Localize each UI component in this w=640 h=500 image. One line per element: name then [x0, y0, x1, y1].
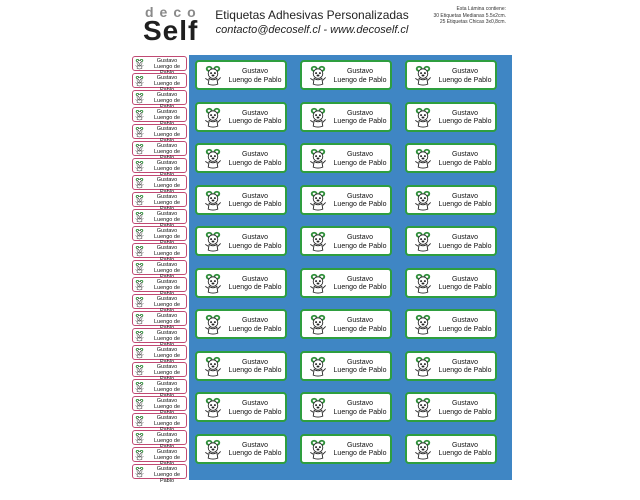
first-name: Gustavo — [156, 279, 178, 285]
medium-label — [300, 268, 392, 298]
medium-label — [300, 392, 392, 422]
small-label — [132, 56, 187, 71]
cartoon-dog-icon — [203, 230, 223, 253]
cartoon-dog-icon — [308, 230, 328, 253]
last-name: Luengo de Pablo — [228, 450, 282, 457]
cartoon-dog-icon — [134, 381, 145, 393]
last-name: Luengo de — [154, 285, 180, 291]
last-name: Luengo de — [154, 132, 180, 138]
last-name: Luengo de Pablo — [438, 159, 492, 167]
cartoon-dog-icon — [413, 438, 433, 461]
page-title: Etiquetas Adhesivas Personalizadas — [215, 8, 409, 22]
first-name: Gustavo — [156, 262, 178, 268]
medium-label — [195, 351, 287, 381]
last-name: Luengo de — [154, 81, 180, 87]
cartoon-dog-icon — [413, 189, 433, 212]
label-name — [330, 234, 390, 251]
first-name: Gustavo — [156, 245, 178, 251]
first-name: Gustavo — [346, 441, 374, 449]
small-label — [132, 124, 187, 139]
cartoon-dog-icon — [134, 58, 145, 70]
first-name: Gustavo — [241, 192, 269, 200]
first-name: Gustavo — [156, 381, 178, 387]
label-name — [225, 317, 285, 334]
label-name — [330, 151, 390, 168]
label-name — [435, 442, 495, 459]
label-name — [435, 110, 495, 127]
last-name: Luengo de Pablo — [438, 367, 492, 374]
last-name: Luengo de Pablo — [228, 159, 282, 167]
cartoon-dog-icon — [134, 347, 145, 359]
cartoon-dog-icon — [308, 355, 328, 378]
medium-label — [405, 268, 497, 298]
label-name — [225, 193, 285, 210]
label-name — [330, 442, 390, 459]
last-name: Luengo de Pablo — [438, 408, 492, 416]
cartoon-dog-icon — [413, 64, 433, 87]
medium-label — [405, 351, 497, 381]
last-name: Luengo de Pablo — [438, 242, 492, 250]
last-name: Luengo de — [154, 98, 180, 104]
last-name: Luengo de Pablo — [154, 472, 180, 484]
last-name: Luengo de Pablo — [333, 242, 387, 250]
sheet-info — [433, 6, 506, 26]
small-label — [132, 464, 187, 484]
first-name: Gustavo — [241, 441, 269, 449]
first-name: Gustavo — [156, 211, 178, 217]
medium-label — [405, 60, 497, 90]
cartoon-dog-icon — [134, 432, 145, 444]
first-name: Gustavo — [156, 92, 178, 98]
first-name: Gustavo — [156, 75, 178, 81]
last-name: Luengo de Pablo — [333, 159, 387, 167]
first-name: Gustavo — [156, 228, 178, 234]
first-name: Gustavo — [346, 358, 374, 366]
first-name: Gustavo — [241, 275, 269, 283]
small-label — [132, 277, 187, 292]
last-name: Luengo de — [154, 268, 180, 274]
last-name: Luengo de Pablo — [228, 201, 282, 208]
first-name: Gustavo — [346, 234, 374, 241]
label-name — [225, 400, 285, 417]
cartoon-dog-icon — [203, 189, 223, 212]
cartoon-dog-icon — [134, 398, 145, 410]
small-label — [132, 107, 187, 122]
first-name: Gustavo — [451, 317, 479, 324]
first-name: Gustavo — [346, 275, 374, 283]
cartoon-dog-icon — [413, 313, 433, 336]
first-name: Gustavo — [241, 109, 269, 117]
cartoon-dog-icon — [134, 296, 145, 308]
first-name: Gustavo — [346, 192, 374, 200]
label-name — [330, 276, 390, 293]
medium-label — [195, 143, 287, 173]
medium-label — [405, 392, 497, 422]
medium-label — [300, 226, 392, 256]
medium-label — [405, 102, 497, 132]
last-name: Luengo de — [154, 166, 180, 172]
cartoon-dog-icon — [134, 228, 145, 240]
medium-label — [195, 185, 287, 215]
label-name — [435, 68, 495, 85]
cartoon-dog-icon — [203, 313, 223, 336]
first-name: Gustavo — [451, 234, 479, 241]
last-name: Luengo de Pablo — [438, 325, 492, 333]
first-name: Gustavo — [156, 398, 178, 404]
first-name: Gustavo — [346, 317, 374, 324]
cartoon-dog-icon — [413, 355, 433, 378]
label-name — [435, 359, 495, 376]
first-name: Gustavo — [346, 68, 374, 75]
cartoon-dog-icon — [308, 313, 328, 336]
medium-label — [195, 226, 287, 256]
last-name: Luengo de — [154, 353, 180, 359]
label-name — [435, 400, 495, 417]
medium-label — [195, 434, 287, 464]
first-name: Gustavo — [451, 151, 479, 158]
last-name: Luengo de Pablo — [438, 201, 492, 208]
cartoon-dog-icon — [308, 106, 328, 129]
info-line-2: 30 Etiquetas Medianas 5.5x2cm. — [433, 12, 506, 19]
cartoon-dog-icon — [134, 245, 145, 257]
label-name — [225, 151, 285, 168]
first-name: Gustavo — [451, 441, 479, 449]
cartoon-dog-icon — [134, 330, 145, 342]
first-name: Gustavo — [241, 68, 269, 75]
label-name — [330, 400, 390, 417]
small-labels-column — [131, 55, 189, 484]
small-label — [132, 260, 187, 275]
last-name: Luengo de Pablo — [438, 118, 492, 125]
small-label — [132, 226, 187, 241]
label-name — [435, 317, 495, 334]
first-name: Gustavo — [451, 109, 479, 117]
cartoon-dog-icon — [308, 438, 328, 461]
cartoon-dog-icon — [203, 396, 223, 419]
label-name — [330, 193, 390, 210]
last-name: Luengo de Pablo — [333, 284, 387, 291]
logo-deco-text: deco — [145, 4, 202, 20]
last-name: Luengo de — [154, 149, 180, 155]
first-name: Gustavo — [156, 296, 178, 302]
small-label — [132, 158, 187, 173]
last-name: Luengo de — [154, 387, 180, 393]
small-label — [132, 73, 187, 88]
cartoon-dog-icon — [203, 272, 223, 295]
label-name — [225, 359, 285, 376]
last-name: Luengo de — [154, 217, 180, 223]
last-name: Luengo de — [154, 336, 180, 342]
cartoon-dog-icon — [413, 272, 433, 295]
small-label — [132, 90, 187, 105]
cartoon-dog-icon — [413, 230, 433, 253]
small-label — [132, 413, 187, 428]
first-name: Gustavo — [451, 275, 479, 283]
last-name: Luengo de Pablo — [438, 284, 492, 291]
small-label — [132, 243, 187, 258]
label-name — [435, 234, 495, 251]
cartoon-dog-icon — [203, 64, 223, 87]
last-name: Luengo de Pablo — [333, 201, 387, 208]
cartoon-dog-icon — [308, 189, 328, 212]
first-name: Gustavo — [451, 400, 479, 407]
label-name — [225, 234, 285, 251]
medium-label — [195, 309, 287, 339]
small-label — [132, 328, 187, 343]
first-name: Gustavo — [156, 126, 178, 132]
cartoon-dog-icon — [413, 106, 433, 129]
first-name: Gustavo — [241, 151, 269, 158]
small-label — [132, 345, 187, 360]
last-name: Luengo de Pablo — [333, 408, 387, 416]
last-name: Luengo de Pablo — [333, 325, 387, 333]
medium-label — [405, 434, 497, 464]
last-name: Luengo de Pablo — [333, 450, 387, 457]
last-name: Luengo de Pablo — [333, 76, 387, 84]
cartoon-dog-icon — [134, 262, 145, 274]
first-name: Gustavo — [241, 234, 269, 241]
cartoon-dog-icon — [308, 272, 328, 295]
last-name: Luengo de Pablo — [228, 367, 282, 374]
last-name: Luengo de — [154, 183, 180, 189]
small-label — [132, 396, 187, 411]
first-name: Gustavo — [241, 358, 269, 366]
cartoon-dog-icon — [134, 364, 145, 376]
last-name: Luengo de — [154, 115, 180, 121]
cartoon-dog-icon — [413, 147, 433, 170]
last-name: Luengo de — [154, 438, 180, 444]
last-name: Luengo de Pablo — [228, 76, 282, 84]
medium-label — [405, 185, 497, 215]
cartoon-dog-icon — [134, 177, 145, 189]
first-name: Gustavo — [156, 143, 178, 149]
last-name: Luengo de — [154, 404, 180, 410]
last-name: Luengo de Pablo — [228, 118, 282, 125]
cartoon-dog-icon — [134, 109, 145, 121]
small-label — [132, 294, 187, 309]
small-label — [132, 192, 187, 207]
medium-label — [300, 309, 392, 339]
label-name — [330, 359, 390, 376]
label-name — [225, 276, 285, 293]
cartoon-dog-icon — [203, 106, 223, 129]
last-name: Luengo de Pablo — [333, 367, 387, 374]
last-name: Luengo de — [154, 319, 180, 325]
cartoon-dog-icon — [134, 160, 145, 172]
first-name: Gustavo — [346, 151, 374, 158]
first-name: Gustavo — [156, 432, 178, 438]
label-name — [330, 110, 390, 127]
medium-label — [300, 102, 392, 132]
decoself-logo — [135, 4, 202, 46]
info-line-3: 25 Etiquetas Chicas 3x0,8cm. — [439, 19, 506, 25]
small-label — [132, 447, 187, 462]
cartoon-dog-icon — [203, 438, 223, 461]
last-name: Luengo de — [154, 421, 180, 427]
label-name — [147, 466, 187, 484]
first-name: Gustavo — [156, 449, 178, 455]
medium-label — [300, 143, 392, 173]
small-label — [132, 175, 187, 190]
first-name: Gustavo — [156, 109, 178, 115]
cartoon-dog-icon — [308, 396, 328, 419]
first-name: Gustavo — [156, 466, 178, 472]
small-label — [132, 430, 187, 445]
medium-label — [405, 226, 497, 256]
cartoon-dog-icon — [203, 355, 223, 378]
first-name: Gustavo — [451, 68, 479, 75]
cartoon-dog-icon — [203, 147, 223, 170]
cartoon-dog-icon — [134, 194, 145, 206]
first-name: Gustavo — [156, 313, 178, 319]
cartoon-dog-icon — [413, 396, 433, 419]
logo-self-text: Self — [143, 15, 199, 46]
info-line-1: Esta Lámina contiene: — [456, 6, 506, 12]
cartoon-dog-icon — [134, 279, 145, 291]
small-label — [132, 141, 187, 156]
cartoon-dog-icon — [308, 64, 328, 87]
last-name: Luengo de — [154, 251, 180, 257]
last-name: Luengo de Pablo — [228, 242, 282, 250]
medium-label — [405, 309, 497, 339]
cartoon-dog-icon — [134, 211, 145, 223]
first-name: Gustavo — [156, 194, 178, 200]
cartoon-dog-icon — [134, 313, 145, 325]
cartoon-dog-icon — [134, 126, 145, 138]
cartoon-dog-icon — [308, 147, 328, 170]
cartoon-dog-icon — [134, 415, 145, 427]
medium-label — [300, 185, 392, 215]
last-name: Luengo de — [154, 370, 180, 376]
cartoon-dog-icon — [134, 466, 145, 478]
label-name — [435, 151, 495, 168]
last-name: Luengo de Pablo — [228, 284, 282, 291]
last-name: Luengo de — [154, 200, 180, 206]
first-name: Gustavo — [156, 330, 178, 336]
label-name — [225, 442, 285, 459]
medium-label — [195, 268, 287, 298]
first-name: Gustavo — [156, 415, 178, 421]
first-name: Gustavo — [241, 400, 269, 407]
label-name — [225, 68, 285, 85]
first-name: Gustavo — [451, 358, 479, 366]
first-name: Gustavo — [156, 160, 178, 166]
first-name: Gustavo — [346, 400, 374, 407]
last-name: Luengo de Pablo — [228, 325, 282, 333]
last-name: Luengo de — [154, 302, 180, 308]
medium-label — [195, 60, 287, 90]
last-name: Luengo de Pablo — [333, 118, 387, 125]
first-name: Gustavo — [451, 192, 479, 200]
medium-label — [405, 143, 497, 173]
first-name: Gustavo — [156, 177, 178, 183]
last-name: Luengo de — [154, 64, 180, 70]
contact-line: contacto@decoself.cl - www.decoself.cl — [215, 24, 409, 36]
medium-label — [300, 60, 392, 90]
last-name: Luengo de — [154, 455, 180, 461]
last-name: Luengo de Pablo — [228, 408, 282, 416]
label-name — [225, 110, 285, 127]
medium-label — [300, 351, 392, 381]
cartoon-dog-icon — [134, 143, 145, 155]
label-name — [435, 276, 495, 293]
first-name: Gustavo — [346, 109, 374, 117]
first-name: Gustavo — [241, 317, 269, 324]
last-name: Luengo de Pablo — [438, 76, 492, 84]
last-name: Luengo de — [154, 234, 180, 240]
cartoon-dog-icon — [134, 449, 145, 461]
label-name — [435, 193, 495, 210]
medium-label — [195, 102, 287, 132]
last-name: Luengo de Pablo — [438, 450, 492, 457]
label-name — [330, 317, 390, 334]
medium-label — [300, 434, 392, 464]
label-name — [330, 68, 390, 85]
small-label — [132, 362, 187, 377]
medium-label — [195, 392, 287, 422]
cartoon-dog-icon — [134, 75, 145, 87]
first-name: Gustavo — [156, 58, 178, 64]
first-name: Gustavo — [156, 364, 178, 370]
small-label — [132, 379, 187, 394]
small-label — [132, 311, 187, 326]
cartoon-dog-icon — [134, 92, 145, 104]
first-name: Gustavo — [156, 347, 178, 353]
small-label — [132, 209, 187, 224]
